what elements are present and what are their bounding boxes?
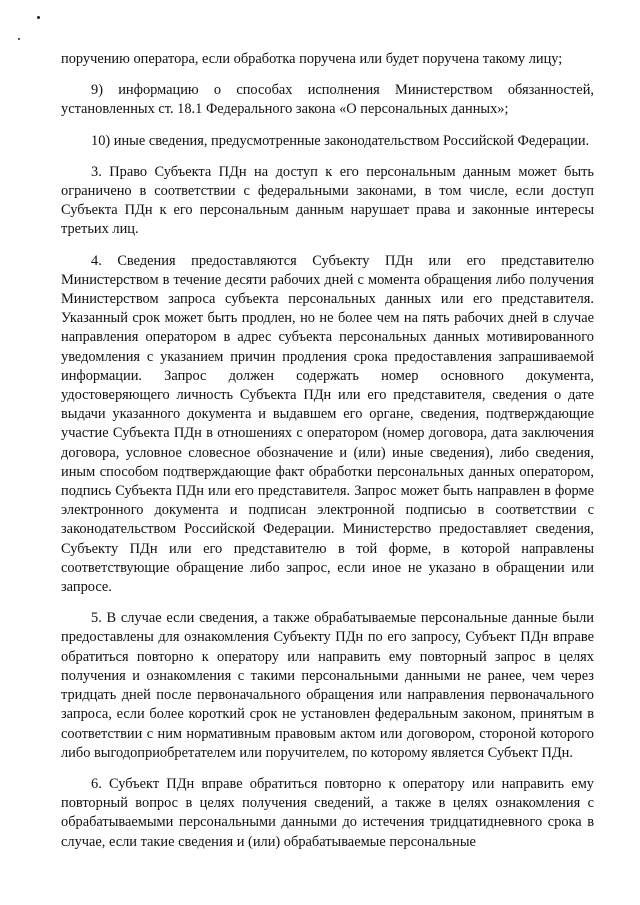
paragraph-3: 3. Право Субъекта ПДн на доступ к его персональным данным может быть ограничено в соответствии с федеральными законами, в том числе, если доступ Субъекта ПДн к его персональным данным нарушает права и законные интересы третьих лиц. (61, 163, 594, 238)
paragraph-item-9: 9) информацию о способах исполнения Министерством обязанностей, установленных ст. 18.1 Федерального закона «О персональных данных»; (61, 82, 594, 118)
paragraph-item-10: 10) иные сведения, предусмотренные законодательством Российской Федерации. (91, 132, 590, 149)
paragraph-5: 5. В случае если сведения, а также обрабатываемые персональные данные были предоставлены для ознакомления Субъекту ПДн по его запросу, Субъект ПДн вправе обратиться повторно к оператору или направить ему повторный запрос в целях получения и ознакомления с такими персональными данными не ранее, чем через тридцать дней после первоначального обращения или направления первоначального запроса, если более короткий срок не установлен федеральным законом, принятым в соответствии с ним нормативным правовым актом или договором, стороной которого либо выгодоприобретателем или поручителем, по которому является Субъект ПДн. (61, 610, 594, 761)
paragraph-6: 6. Субъект ПДн вправе обратиться повторно к оператору или направить ему повторный вопрос в целях получения сведений, а также в целях ознакомления с обрабатываемыми персональными данными до истечения тридцатидневного срока в случае, если такие сведения и (или) обрабатываемые персональные (61, 775, 594, 850)
paragraph-continuation: поручению оператора, если обработка поручена или будет поручена такому лицу; (61, 51, 563, 67)
scan-speck (18, 38, 20, 40)
scan-speck (37, 16, 40, 19)
paragraph-4: 4. Сведения предоставляются Субъекту ПДн или его представителю Министерством в течение десяти рабочих дней с момента обращения либо получения Министерством запроса субъекта персональных данных или его представителя. Указанный срок может быть продлен, но не более чем на пять рабочих дней в случае направления оператором в адрес субъекта персональных данных мотивированного уведомления с указанием причин продления срока предоставления запрашиваемой информации. Запрос должен содержать номер основного документа, удостоверяющего личность Субъекта ПДн или его представителя, сведения о дате выдачи указанного документа и выдавшем его органе, сведения, подтверждающие участие Субъекта ПДн в отношениях с оператором (номер договора, дата заключения договора, условное словесное обозначение и (или) иные сведения), либо сведения, иным способом подтверждающие факт обработки персональных данных оператором, подпись Субъекта ПДн или его представителя. Запрос может быть направлен в форме электронного документа и подписан электронной подписью в соответствии с законодательством Российской Федерации. Министерство предоставляет сведения, Субъекту ПДн или его представителю в той форме, в которой направлены соответствующие обращение либо запрос, если иное не указано в обращении или запросе. (61, 252, 594, 596)
document-page (61, 50, 594, 864)
